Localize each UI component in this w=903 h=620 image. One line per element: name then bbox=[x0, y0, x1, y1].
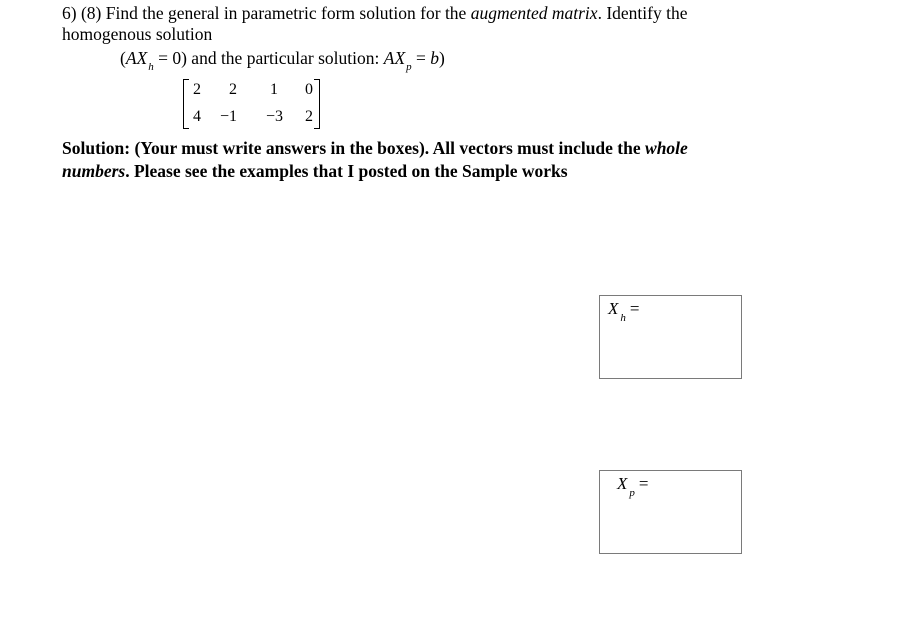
hom-box-var: X bbox=[608, 299, 619, 318]
hom-box-eq: = bbox=[629, 299, 640, 318]
hom-variable: AX bbox=[125, 48, 148, 68]
matrix-cell: 4 bbox=[193, 108, 201, 125]
matrix-cell: 2 bbox=[229, 81, 237, 98]
hom-open-paren: ( bbox=[120, 48, 126, 68]
question-line-2: homogenous solution bbox=[62, 24, 213, 44]
part-box-var: X bbox=[617, 474, 628, 493]
particular-box-label bbox=[617, 474, 649, 499]
equation-line bbox=[120, 48, 445, 71]
solution-emphasis-2: numbers bbox=[62, 161, 126, 181]
hom-subscript: h bbox=[148, 61, 154, 73]
solution-line-2 bbox=[62, 160, 568, 182]
question-line-1 bbox=[62, 3, 687, 23]
matrix-cell: −3 bbox=[265, 108, 283, 125]
mid-text: and the particular solution: bbox=[186, 48, 384, 68]
matrix-cell: 2 bbox=[305, 108, 313, 125]
part-box-sub: p bbox=[629, 487, 635, 499]
particular-answer-box[interactable] bbox=[599, 470, 742, 554]
part-close-paren: ) bbox=[439, 48, 445, 68]
solution-text-2: . Please see the examples that I posted on the Sample works bbox=[125, 161, 568, 181]
homogeneous-answer-box[interactable] bbox=[599, 295, 742, 379]
question-prefix: 6) (8) Find the general in parametric form solution for the bbox=[62, 3, 471, 23]
solution-emphasis-1: whole bbox=[645, 138, 688, 158]
matrix-right-bracket bbox=[314, 79, 320, 129]
solution-line-1 bbox=[62, 137, 688, 159]
hom-equals: = 0 bbox=[153, 48, 182, 68]
homogeneous-box-label bbox=[608, 299, 640, 324]
solution-text-1: Solution: (Your must write answers in the boxes). All vectors must include the bbox=[62, 138, 646, 158]
hom-close-paren: ) bbox=[181, 48, 187, 68]
question-italic-term: augmented matrix bbox=[470, 3, 598, 23]
part-equals: = bbox=[411, 48, 431, 68]
part-subscript: p bbox=[406, 61, 412, 73]
matrix-cell: 2 bbox=[193, 81, 201, 98]
question-suffix: . Identify the bbox=[597, 3, 688, 23]
part-variable: AX bbox=[383, 48, 406, 68]
part-b: b bbox=[430, 48, 440, 68]
matrix-cell: −1 bbox=[219, 108, 237, 125]
matrix-cell: 1 bbox=[270, 81, 278, 98]
part-box-eq: = bbox=[638, 474, 649, 493]
matrix-cell: 0 bbox=[305, 81, 313, 98]
hom-box-sub: h bbox=[620, 312, 626, 324]
